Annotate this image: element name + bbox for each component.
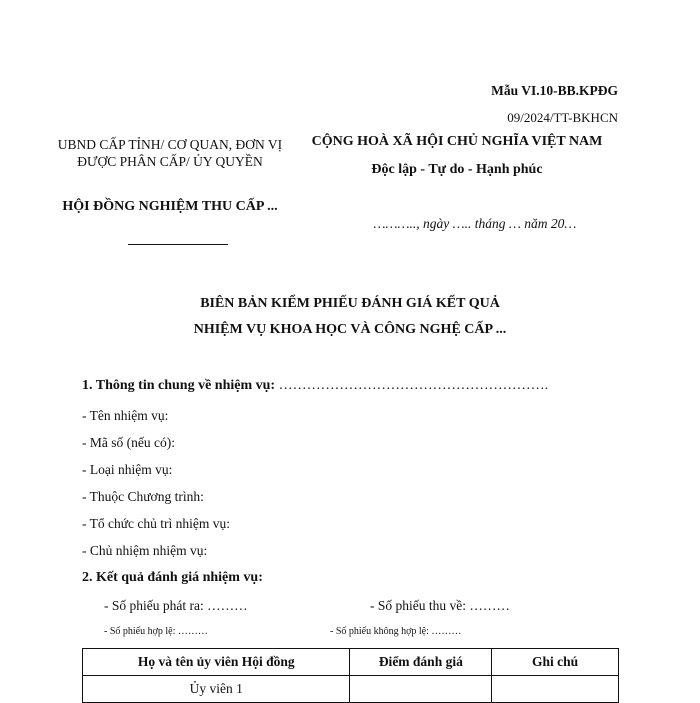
column-header-member: Họ và tên ủy viên Hội đồng: [83, 649, 350, 676]
info-item-host-org: - Tổ chức chủ trì nhiệm vụ:: [82, 516, 231, 531]
header-underline: [128, 244, 228, 245]
section1-heading-row: [82, 378, 548, 394]
ballots-valid: - Số phiếu hợp lệ: ………: [104, 626, 208, 637]
table-header-row: [83, 649, 619, 676]
document-title-line1: BIÊN BẢN KIỂM PHIẾU ĐÁNH GIÁ KẾT QUẢ: [200, 296, 500, 311]
column-header-note: Ghi chú: [492, 649, 619, 676]
section1-dots: ………………………………………………….: [275, 378, 549, 393]
council-name: HỘI ĐỒNG NGHIỆM THU CẤP ...: [62, 199, 278, 214]
ballots-collected: - Số phiếu thu về: ………: [370, 598, 510, 613]
form-code: Mẫu VI.10-BB.KPĐG: [491, 83, 618, 98]
info-item-task-type: - Loại nhiệm vụ:: [82, 462, 173, 477]
info-item-code: - Mã số (nếu có):: [82, 435, 175, 450]
national-title: CỘNG HOÀ XÃ HỘI CHỦ NGHĨA VIỆT NAM: [311, 134, 603, 149]
issuing-authority: UBND CẤP TỈNH/ CƠ QUAN, ĐƠN VỊ ĐƯỢC PHÂN CẤP/ ỦY QUYỀN: [57, 137, 283, 169]
section2-heading: 2. Kết quả đánh giá nhiệm vụ:: [82, 570, 263, 585]
score-cell: [350, 676, 492, 703]
info-item-task-name: - Tên nhiệm vụ:: [82, 408, 169, 423]
member-cell: Ủy viên 1: [83, 676, 350, 703]
date-line: ……….., ngày ….. tháng … năm 20…: [373, 216, 577, 231]
section1-heading: 1. Thông tin chung về nhiệm vụ:: [82, 378, 276, 393]
ballots-invalid: - Số phiếu không hợp lệ: ………: [330, 626, 462, 637]
info-item-lead: - Chủ nhiệm nhiệm vụ:: [82, 543, 208, 558]
national-motto: Độc lập - Tự do - Hạnh phúc: [371, 162, 543, 177]
column-header-score: Điểm đánh giá: [350, 649, 492, 676]
circular-number: 09/2024/TT-BKHCN: [507, 110, 618, 125]
document-title-line2: NHIỆM VỤ KHOA HỌC VÀ CÔNG NGHỆ CẤP ...: [193, 322, 507, 337]
ballots-issued: - Số phiếu phát ra: ………: [104, 598, 248, 613]
table-row: [83, 676, 619, 703]
score-table: [82, 648, 619, 703]
info-item-program: - Thuộc Chương trình:: [82, 489, 204, 504]
note-cell: [492, 676, 619, 703]
